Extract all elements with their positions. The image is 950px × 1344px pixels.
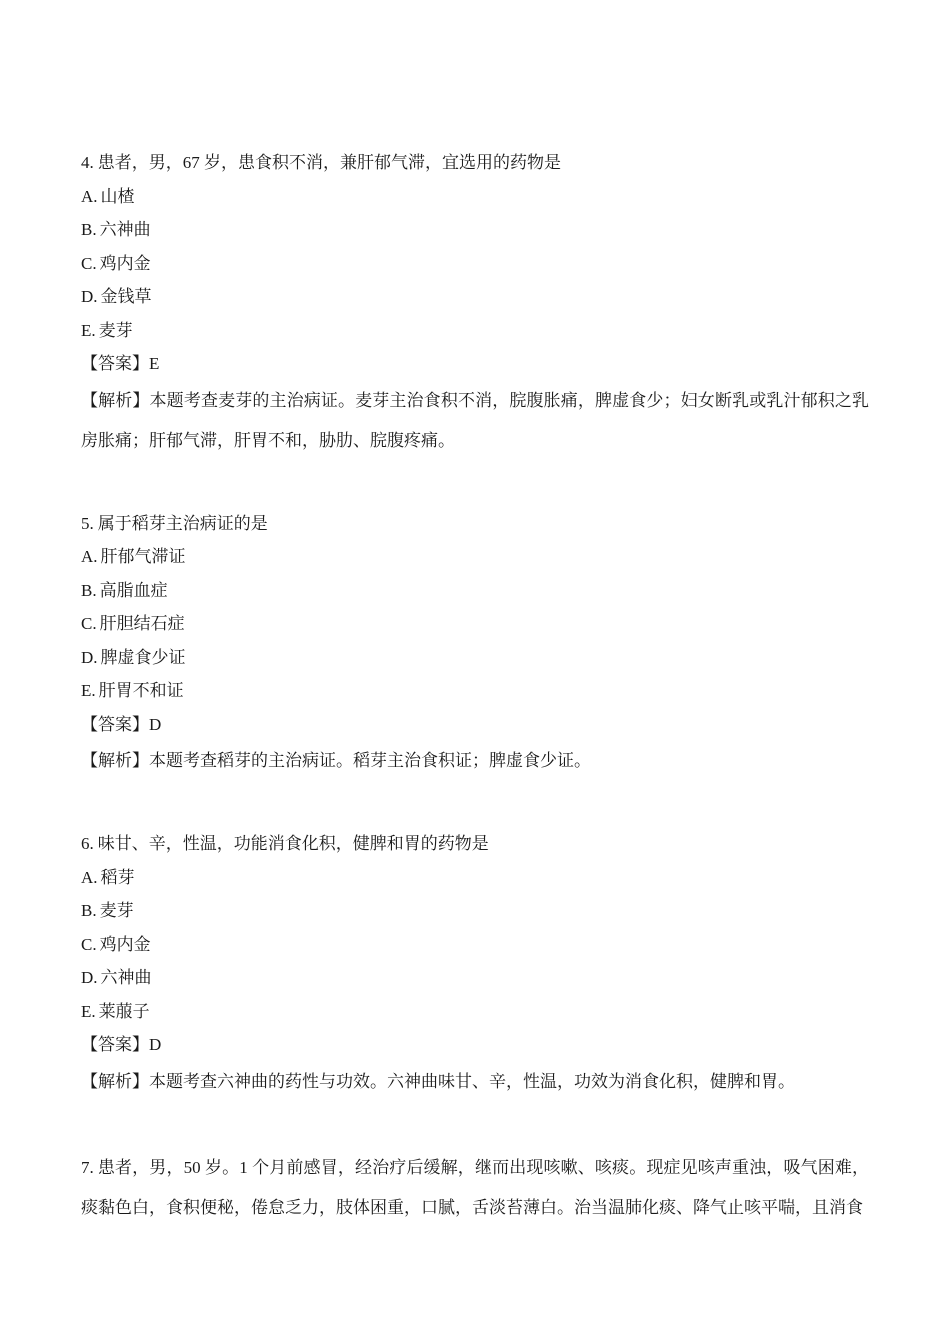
option-a — [81, 861, 869, 895]
question-number: 5. — [81, 513, 94, 533]
option-d — [81, 641, 869, 675]
option-label: E. — [81, 1001, 96, 1021]
option-text: 肝胃不和证 — [98, 681, 184, 700]
option-c — [81, 247, 869, 281]
question-number: 6. — [81, 834, 94, 853]
question-stem — [81, 1148, 869, 1228]
option-c — [81, 928, 869, 962]
option-label: C. — [81, 253, 97, 273]
answer-label: 【答案】 — [81, 1035, 149, 1054]
question-number: 7. — [81, 1157, 94, 1177]
option-text: 脾虚食少证 — [100, 647, 186, 667]
option-label: A. — [81, 867, 98, 887]
option-text: 鸡内金 — [99, 934, 151, 954]
analysis-line — [81, 741, 869, 781]
answer-line — [81, 708, 869, 742]
question-stem-text: 患者，男，50 岁。1 个月前感冒，经治疗后缓解，继而出现咳嗽、咳痰。现症见咳声重浊，吸气困难，痰黏色白，食积便秘，倦怠乏力，肢体困重，口腻，舌淡苔薄白。治当温肺化痰、降气止咳平喘，且消食 — [81, 1157, 869, 1217]
option-label: C. — [81, 934, 97, 954]
question-stem — [81, 507, 869, 541]
option-d — [81, 280, 869, 314]
question-stem — [81, 146, 869, 180]
option-c — [81, 607, 869, 641]
answer-value: E — [149, 354, 160, 373]
option-text: 六神曲 — [99, 220, 151, 239]
option-a — [81, 180, 869, 214]
analysis-label: 【解析】 — [81, 1071, 149, 1091]
option-text: 鸡内金 — [99, 253, 151, 273]
option-e — [81, 314, 869, 348]
option-text: 六神曲 — [100, 968, 152, 987]
analysis-line — [81, 381, 869, 461]
analysis-label: 【解析】 — [81, 751, 149, 770]
option-label: D. — [81, 287, 98, 306]
option-text: 莱菔子 — [98, 1001, 150, 1021]
option-text: 肝胆结石症 — [99, 614, 185, 633]
option-text: 稻芽 — [100, 867, 135, 887]
option-text: 麦芽 — [99, 901, 134, 920]
option-label: E. — [81, 681, 96, 700]
option-label: E. — [81, 320, 96, 340]
option-b — [81, 574, 869, 608]
option-label: C. — [81, 614, 97, 633]
answer-line — [81, 347, 869, 381]
analysis-label: 【解析】 — [81, 390, 150, 410]
analysis-text: 本题考查六神曲的药性与功效。六神曲味甘、辛，性温，功效为消食化积，健脾和胃。 — [149, 1071, 795, 1091]
option-text: 麦芽 — [98, 320, 133, 340]
option-text: 肝郁气滞证 — [100, 547, 186, 566]
question-block-7 — [81, 1148, 869, 1228]
option-label: A. — [81, 186, 98, 206]
option-e — [81, 674, 869, 708]
option-b — [81, 894, 869, 928]
option-label: A. — [81, 547, 98, 566]
option-label: D. — [81, 968, 98, 987]
answer-line — [81, 1028, 869, 1062]
option-text: 高脂血症 — [99, 580, 168, 600]
option-label: D. — [81, 647, 98, 667]
question-block-4 — [81, 146, 869, 461]
answer-value: D — [149, 1035, 162, 1054]
analysis-text: 本题考查稻芽的主治病证。稻芽主治食积证；脾虚食少证。 — [149, 751, 591, 770]
option-label: B. — [81, 901, 97, 920]
option-label: B. — [81, 220, 97, 239]
option-e — [81, 995, 869, 1029]
question-stem-text: 患者，男，67 岁，患食积不消，兼肝郁气滞，宜选用的药物是 — [97, 153, 561, 172]
question-block-6 — [81, 827, 869, 1102]
question-stem-text: 属于稻芽主治病证的是 — [97, 513, 268, 533]
answer-value: D — [149, 714, 162, 734]
analysis-text: 本题考查麦芽的主治病证。麦芽主治食积不消，脘腹胀痛，脾虚食少；妇女断乳或乳汁郁积之乳房胀痛；肝郁气滞，肝胃不和，胁肋、脘腹疼痛。 — [81, 390, 870, 450]
question-stem — [81, 827, 869, 861]
option-label: B. — [81, 580, 97, 600]
question-stem-text: 味甘、辛，性温，功能消食化积，健脾和胃的药物是 — [97, 834, 489, 853]
answer-label: 【答案】 — [81, 714, 149, 734]
answer-label: 【答案】 — [81, 354, 149, 373]
analysis-line — [81, 1062, 869, 1102]
question-number: 4. — [81, 153, 94, 172]
option-text: 金钱草 — [100, 287, 152, 306]
option-text: 山楂 — [100, 186, 135, 206]
option-d — [81, 961, 869, 995]
option-a — [81, 540, 869, 574]
option-b — [81, 213, 869, 247]
question-block-5 — [81, 507, 869, 782]
